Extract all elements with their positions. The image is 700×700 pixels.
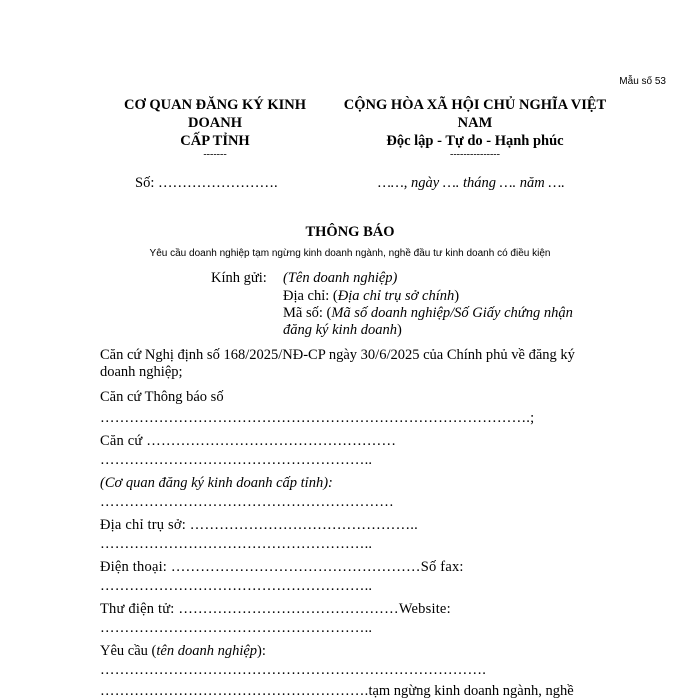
email-website-dots: ……………………………………………….. bbox=[100, 620, 373, 636]
agency-line-3: CẤP TỈNH bbox=[180, 133, 250, 149]
suspend-dots: ………………………………………………. bbox=[100, 683, 369, 699]
issue-date: ……, ngày …. tháng …. năm …. bbox=[378, 175, 565, 191]
request-suffix: ): bbox=[257, 643, 266, 659]
address-label: Địa chỉ: ( bbox=[283, 288, 338, 304]
agency-label: (Cơ quan đăng ký kinh doanh cấp tỉnh): bbox=[100, 475, 333, 491]
basis-dots: ……………………………………………….. bbox=[100, 452, 373, 468]
basis-notice-dots: …………………………………………………………………………….; bbox=[100, 410, 535, 426]
basis-label: Căn cứ …………………………………………… bbox=[100, 433, 397, 449]
code-value-line-1: Mã số doanh nghiệp/Số Giấy chứng nhận bbox=[331, 305, 573, 321]
code-label: Mã số: ( bbox=[283, 305, 332, 321]
hq-address-dots: ……………………………………………….. bbox=[100, 536, 373, 552]
recipient-label: Kính gửi: bbox=[211, 270, 267, 286]
recipient-address bbox=[283, 288, 459, 305]
basis-decree-line-1: Căn cứ Nghị định số 168/2025/NĐ-CP ngày 30/6/2025 của Chính phủ về đăng ký bbox=[100, 347, 575, 363]
hq-address-label: Địa chỉ trụ sở: ……………………………………….. bbox=[100, 517, 418, 533]
agency-dots: …………………………………………………… bbox=[100, 494, 394, 510]
document-number: Số: ……………………. bbox=[135, 175, 278, 191]
suspend-text: tạm ngừng kinh doanh ngành, nghề bbox=[368, 683, 574, 699]
suspend-line bbox=[100, 683, 574, 700]
request-company-name: tên doanh nghiệp bbox=[156, 643, 258, 659]
request-label bbox=[100, 643, 266, 660]
national-title-line-2: NAM bbox=[457, 115, 493, 131]
agency-rule: ------- bbox=[203, 149, 227, 160]
code-value-line-2: đăng ký kinh doanh bbox=[283, 322, 397, 338]
code-close: ) bbox=[396, 322, 402, 338]
recipient-code bbox=[283, 305, 573, 322]
document-subtitle: Yêu cầu doanh nghiệp tạm ngừng kinh doanh ngành, nghề đầu tư kinh doanh có điều kiện bbox=[149, 248, 551, 259]
form-number: Mẫu số 53 bbox=[619, 76, 666, 87]
recipient-name: (Tên doanh nghiệp) bbox=[283, 270, 398, 286]
national-motto: Độc lập - Tự do - Hạnh phúc bbox=[386, 133, 564, 149]
email-website-label: Thư điện tử: ………………………………………Website: bbox=[100, 601, 451, 617]
issuing-agency-header bbox=[100, 96, 330, 160]
recipient-code-cont bbox=[283, 322, 402, 339]
agency-line-1: CƠ QUAN ĐĂNG KÝ KINH bbox=[123, 97, 307, 113]
request-prefix: Yêu cầu ( bbox=[100, 643, 157, 659]
basis-decree-line-2: doanh nghiệp; bbox=[100, 364, 183, 380]
request-dots: ……………………………………………………………………. bbox=[100, 662, 487, 678]
address-value: Địa chỉ trụ sở chính bbox=[337, 288, 455, 304]
motto-rule: --------------- bbox=[450, 149, 500, 160]
agency-line-2: DOANH bbox=[188, 115, 242, 131]
basis-notice-label: Căn cứ Thông báo số bbox=[100, 389, 224, 405]
document-title: THÔNG BÁO bbox=[305, 224, 395, 240]
address-close: ) bbox=[454, 288, 460, 304]
national-title-line-1: CỘNG HÒA XÃ HỘI CHỦ NGHĨA VIỆT bbox=[343, 97, 607, 113]
national-header bbox=[330, 96, 620, 160]
phone-fax-dots: ……………………………………………….. bbox=[100, 578, 373, 594]
phone-fax-label: Điện thoại: ……………………………………………Số fax: bbox=[100, 559, 464, 575]
